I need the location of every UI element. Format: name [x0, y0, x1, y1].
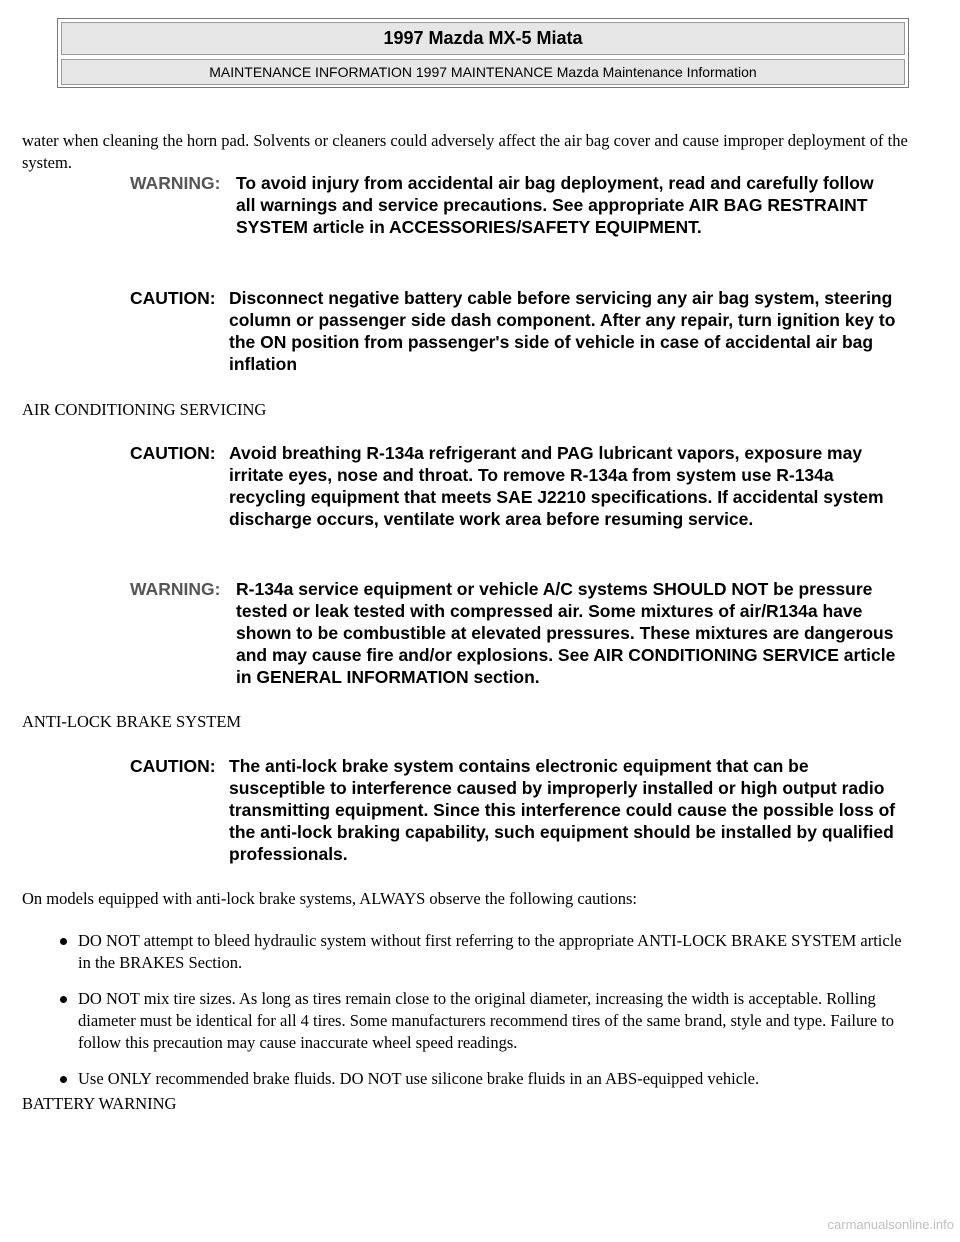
heading-ac: AIR CONDITIONING SERVICING: [22, 400, 267, 419]
ac-caution-text: Avoid breathing R-134a refrigerant and PAG lubricant vapors, exposure may irritate eyes, nose and throat. To remove R-134a from system use R-134a recycling equipment that meets SAE J2210 specifications. If accidental system discharge occurs, ventilate work area before resuming service.: [229, 443, 884, 529]
list-item-text: DO NOT attempt to bleed hydraulic system without first referring to the appropriate ANTI-LOCK BRAKE SYSTEM article in the BRAKES Section.: [78, 931, 902, 972]
header-subtitle: MAINTENANCE INFORMATION 1997 MAINTENANCE Mazda Maintenance Information: [61, 59, 905, 85]
warning-label: WARNING:: [130, 579, 221, 599]
caution-label: CAUTION:: [130, 288, 216, 308]
ac-warning: [130, 578, 910, 688]
bullet-icon: [60, 938, 67, 945]
watermark: carmanualsonline.info: [827, 1217, 954, 1232]
abs-caution-text: The anti-lock brake system contains electronic equipment that can be susceptible to interference caused by improperly installed or high output radio transmitting equipment. Since this interference could cause the possible loss of the anti-lock braking capability, such equipment should be installed by qualified professionals.: [229, 756, 896, 864]
bullet-icon: [60, 1076, 67, 1083]
caution-label: CAUTION:: [130, 443, 216, 463]
list-item: [60, 930, 910, 974]
heading-battery: BATTERY WARNING: [22, 1094, 177, 1113]
caution-label: CAUTION:: [130, 756, 216, 776]
bullet-icon: [60, 996, 67, 1003]
airbag-caution: [130, 287, 910, 377]
heading-abs: ANTI-LOCK BRAKE SYSTEM: [22, 712, 242, 731]
airbag-warning-text: To avoid injury from accidental air bag deployment, read and carefully follow all warnings and service precautions. See appropriate AIR BAG RESTRAINT SYSTEM article in ACCESSORIES/SAFETY EQUIPMENT.: [236, 173, 874, 237]
abs-caution: [130, 755, 910, 865]
ac-warning-text: R-134a service equipment or vehicle A/C systems SHOULD NOT be pressure tested or leak tested with compressed air. Some mixtures of air/R134a have shown to be combustible at elevated pressures. These mixtures are dangerous and may cause fire and/or explosions. See AIR CONDITIONING SERVICE article in GENERAL INFORMATION section.: [236, 579, 896, 687]
list-item: [60, 1068, 910, 1090]
ac-caution: [130, 442, 910, 552]
airbag-warning: [130, 172, 910, 262]
intro-paragraph: water when cleaning the horn pad. Solvents or cleaners could adversely affect the air bag cover and cause improper deployment of the system.: [22, 131, 908, 172]
airbag-caution-text: Disconnect negative battery cable before servicing any air bag system, steering column or passenger side dash component. After any repair, turn ignition key to the ON position from passenger's side of vehicle in case of accidental air bag inflation: [229, 288, 896, 374]
warning-label: WARNING:: [130, 173, 221, 193]
abs-bullet-list: [60, 930, 910, 1104]
list-item: [60, 988, 910, 1054]
list-item-text: DO NOT mix tire sizes. As long as tires remain close to the original diameter, increasing the width is acceptable. Rolling diameter must be identical for all 4 tires. Some manufacturers recommend tires of the same brand, style and type. Failure to follow this precaution may cause inaccurate wheel speed readings.: [78, 989, 895, 1052]
header-title: 1997 Mazda MX-5 Miata: [61, 22, 905, 55]
list-item-text: Use ONLY recommended brake fluids. DO NOT use silicone brake fluids in an ABS-equipped vehicle.: [78, 1069, 760, 1088]
page-header: [57, 18, 909, 88]
abs-intro: On models equipped with anti-lock brake systems, ALWAYS observe the following cautions:: [22, 889, 637, 908]
